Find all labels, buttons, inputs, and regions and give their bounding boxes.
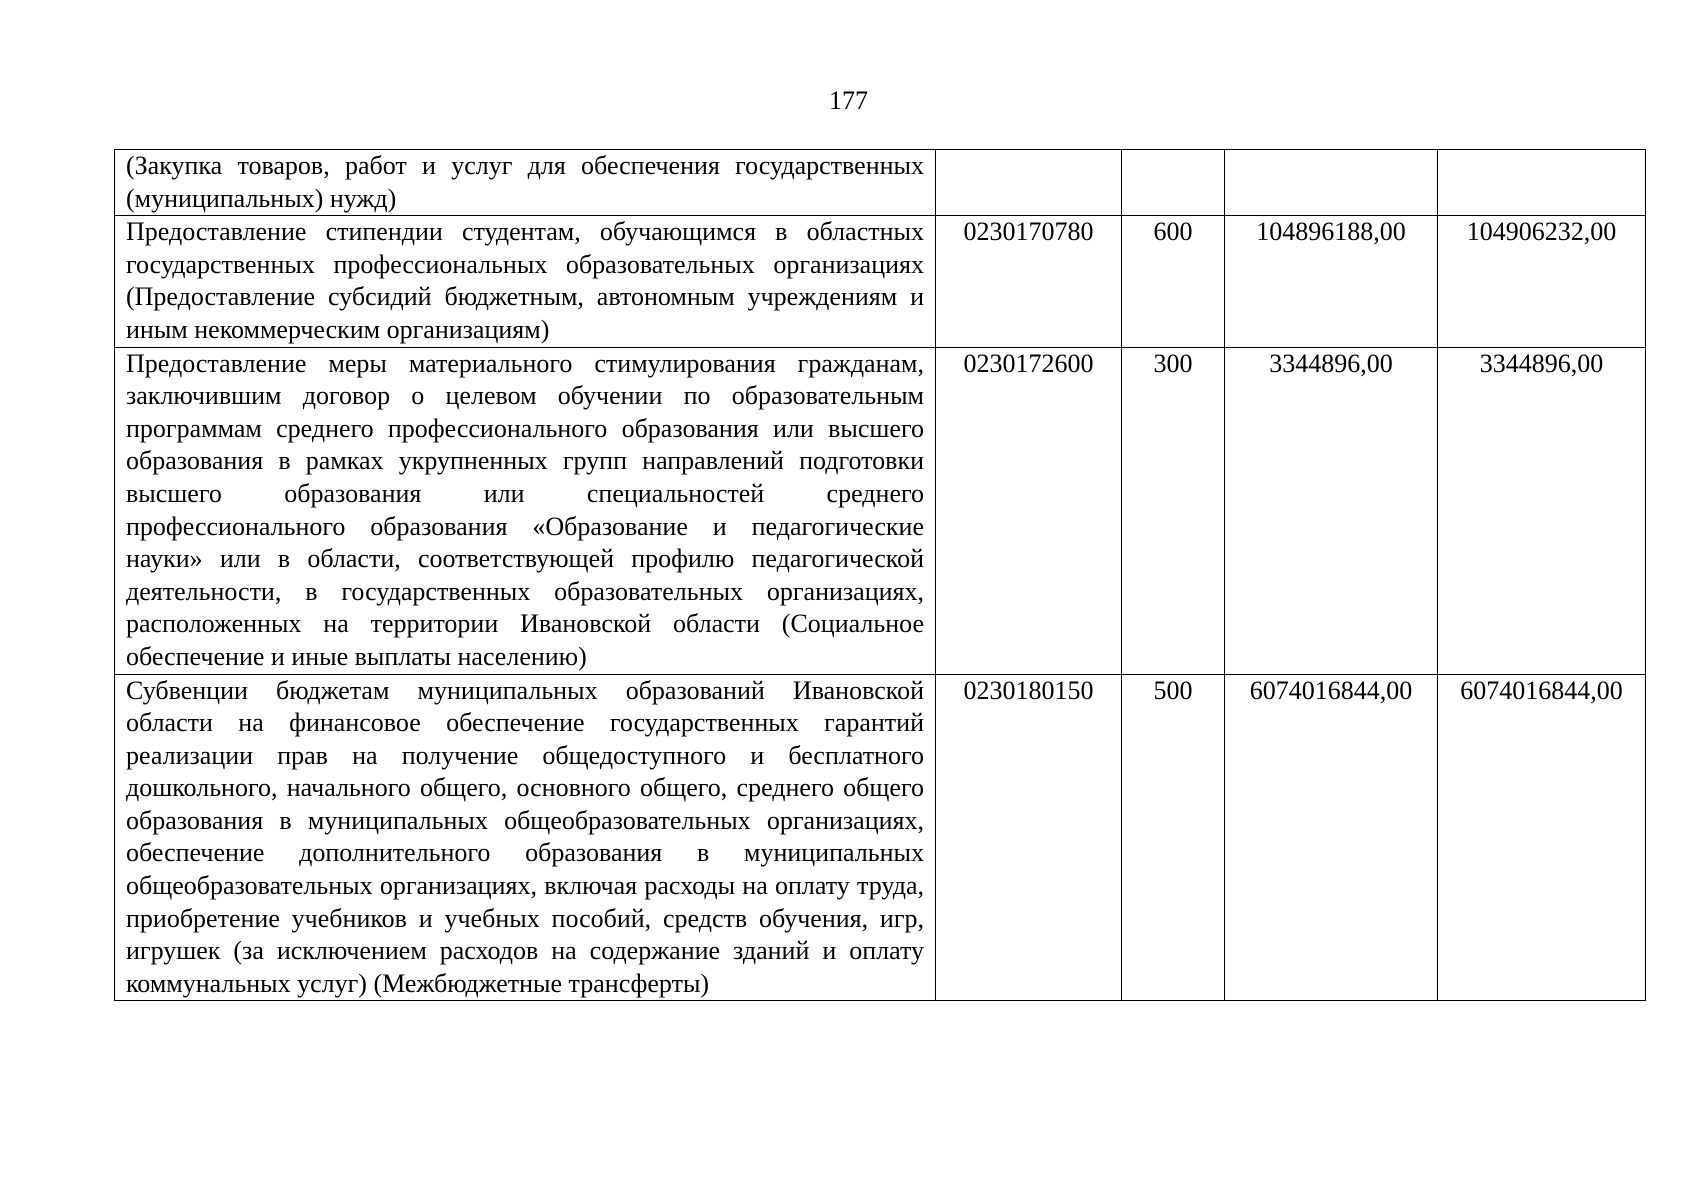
row-amount-2: 3344896,00 — [1438, 347, 1646, 674]
row-expense-kind — [1122, 150, 1225, 216]
row-description: (Закупка товаров, работ и услуг для обеспечения государственных (муниципальных) нужд) — [115, 150, 936, 216]
row-amount-2: 104906232,00 — [1438, 216, 1646, 347]
row-target-code: 0230180150 — [936, 674, 1122, 1001]
page-number: 177 — [829, 86, 868, 115]
row-target-code: 0230170780 — [936, 216, 1122, 347]
row-target-code: 0230172600 — [936, 347, 1122, 674]
row-target-code — [936, 150, 1122, 216]
row-description: Предоставление меры материального стимулирования гражданам, заключившим договор о целевом обучении по образовательным программам среднего профессионального образования или высшего образования в рамках укрупненных групп направлений подготовки высшего образования или специальностей среднего профессионального образования «Образование и педагогические науки» или в области, соответствующей профилю педагогической деятельности, в государственных образовательных организациях, расположенных на территории Ивановской области (Социальное обеспечение и иные выплаты населению) — [115, 347, 936, 674]
row-description: Субвенции бюджетам муниципальных образований Ивановской области на финансовое обеспечение государственных гарантий реализации прав на получение общедоступного и бесплатного дошкольного, начального общего, основного общего, среднего общего образования в муниципальных общеобразовательных организациях, обеспечение дополнительного образования в муниципальных общеобразовательных организациях, включая расходы на оплату труда, приобретение учебников и учебных пособий, средств обучения, игр, игрушек (за исключением расходов на содержание зданий и оплату коммунальных услуг) (Межбюджетные трансферты) — [115, 674, 936, 1001]
table-row — [115, 674, 1646, 1001]
table-row — [115, 347, 1646, 674]
row-amount-1: 104896188,00 — [1225, 216, 1438, 347]
row-amount-1 — [1225, 150, 1438, 216]
table-row — [115, 150, 1646, 216]
row-amount-1: 3344896,00 — [1225, 347, 1438, 674]
row-amount-2 — [1438, 150, 1646, 216]
row-expense-kind: 600 — [1122, 216, 1225, 347]
budget-table — [114, 149, 1646, 1001]
table-row — [115, 216, 1646, 347]
row-expense-kind: 500 — [1122, 674, 1225, 1001]
row-description: Предоставление стипендии студентам, обучающимся в областных государственных профессиональных образовательных организациях (Предоставление субсидий бюджетным, автономным учреждениям и иным некоммерческим организациям) — [115, 216, 936, 347]
row-amount-1: 6074016844,00 — [1225, 674, 1438, 1001]
row-expense-kind: 300 — [1122, 347, 1225, 674]
row-amount-2: 6074016844,00 — [1438, 674, 1646, 1001]
